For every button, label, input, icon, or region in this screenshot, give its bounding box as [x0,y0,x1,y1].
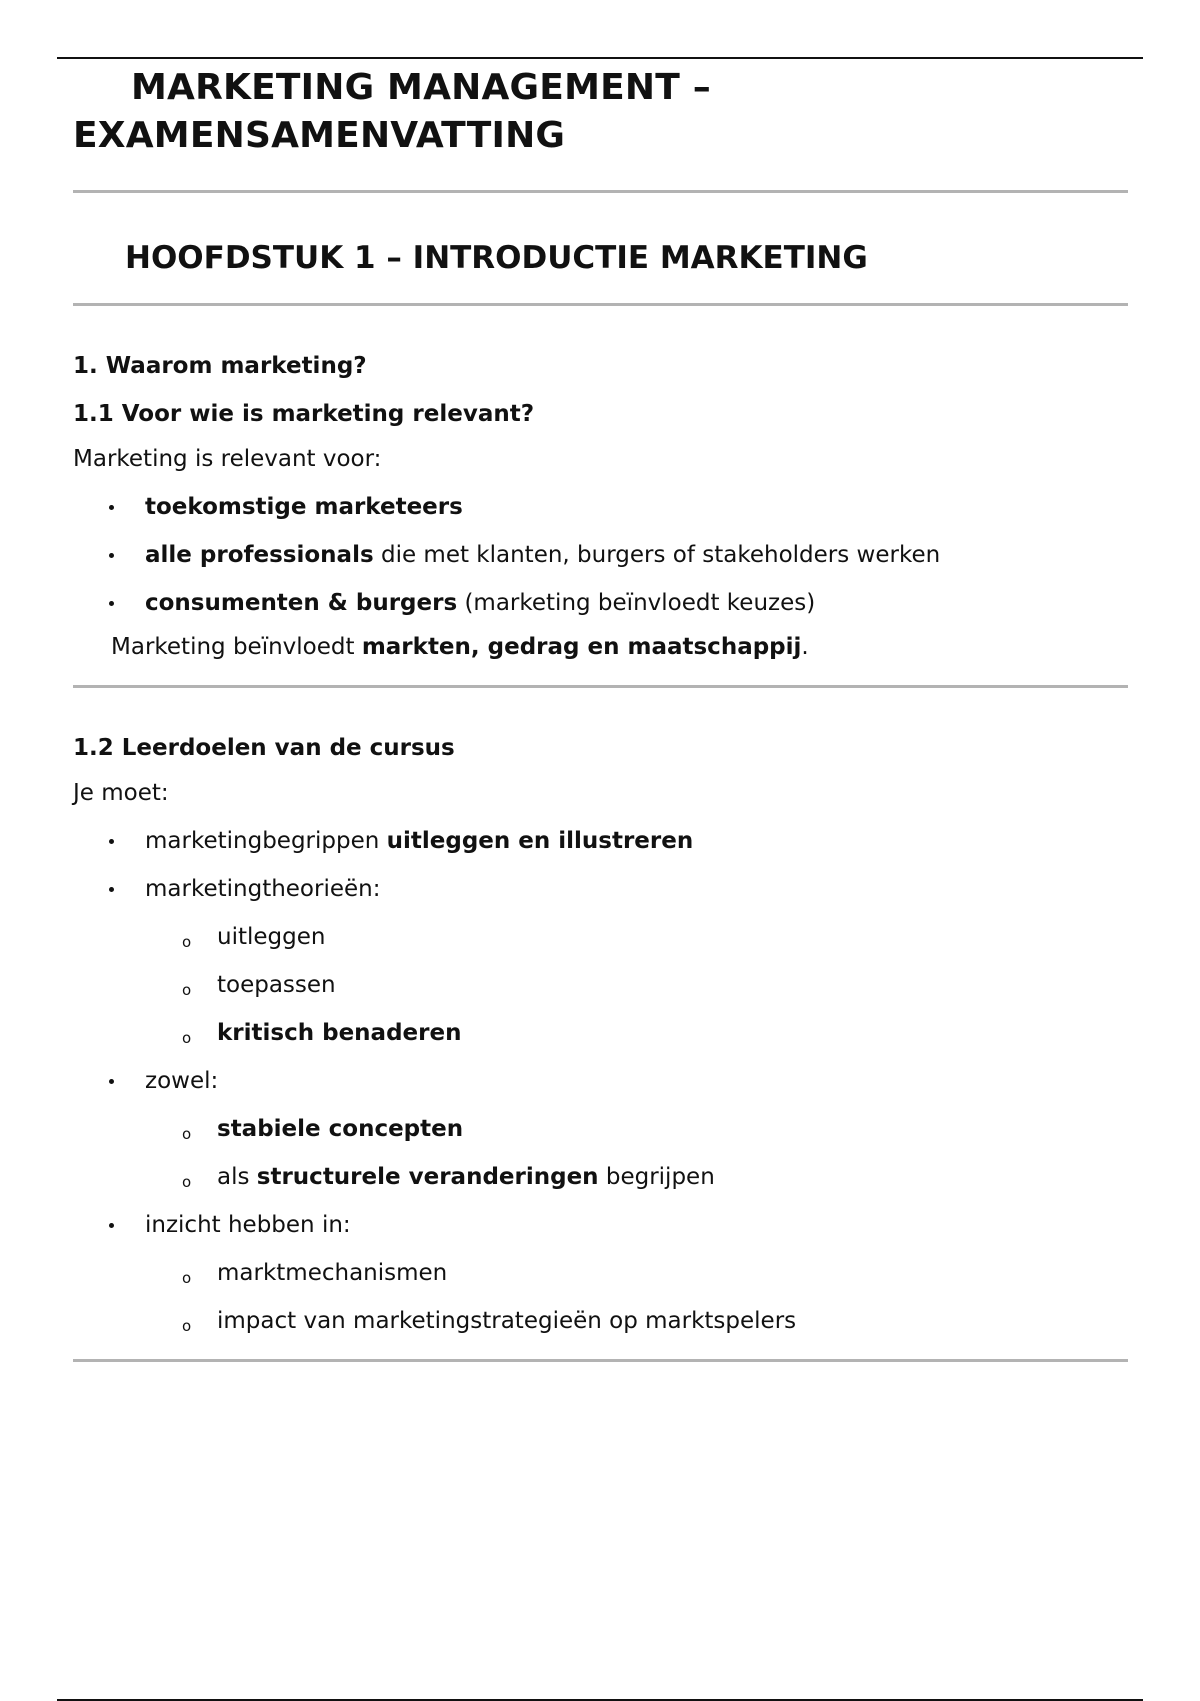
insight-sublist [73,1258,1128,1336]
sublist-item [73,922,1128,952]
subitem-text: als [217,1164,257,1190]
list-item [73,1210,1128,1240]
subitem-bold-text: kritisch benaderen [217,1020,462,1046]
item-text: (marketing beïnvloedt keuzes) [457,590,816,616]
divider [73,190,1128,193]
subitem-text: toepassen [217,972,336,998]
concepts-sublist [73,1114,1128,1192]
sublist-item [73,970,1128,1000]
subitem-text: uitleggen [217,924,326,950]
document-title-line-2: EXAMENSAMENVATTING [73,115,566,156]
list-item [73,1066,1128,1096]
item-bold-text: uitleggen en illustreren [386,828,694,854]
subitem-text: marktmechanismen [217,1260,448,1286]
circle-bullet-icon: o [182,933,192,951]
document-title [73,64,1128,160]
section-heading: 1. Waarom marketing? [73,353,367,379]
divider [73,303,1128,306]
learning-goals-list-end [73,1210,1128,1240]
item-text: inzicht hebben in: [145,1212,351,1238]
sublist-item [73,1306,1128,1336]
item-bold-text: alle professionals [145,542,374,568]
circle-bullet-icon: o [182,1029,192,1047]
intro-text: Marketing is relevant voor: [73,446,382,472]
document-body [73,64,1128,1362]
conclusion-text [111,632,1128,662]
divider [73,685,1128,688]
bullet-icon [109,553,114,558]
bullet-icon [109,1223,114,1228]
item-text: marketingtheorieën: [145,876,381,902]
conclusion-post: . [801,634,809,660]
chapter-title: HOOFDSTUK 1 – INTRODUCTIE MARKETING [125,240,868,276]
circle-bullet-icon: o [182,1269,192,1287]
sublist-item [73,1018,1128,1048]
document-title-line-1: MARKETING MANAGEMENT – [131,67,711,108]
item-text: marketingbegrippen [145,828,387,854]
circle-bullet-icon: o [182,981,192,999]
subitem-text: impact van marketingstrategieën op marktspelers [217,1308,797,1334]
sublist-item [73,1162,1128,1192]
circle-bullet-icon: o [182,1173,192,1191]
subsection-heading: 1.2 Leerdoelen van de cursus [73,735,455,761]
item-bold-text: toekomstige marketeers [145,494,463,520]
bullet-icon [109,601,114,606]
conclusion-pre: Marketing beïnvloedt [111,634,362,660]
relevance-list [73,492,1128,618]
circle-bullet-icon: o [182,1125,192,1143]
subsection-heading: 1.1 Voor wie is marketing relevant? [73,401,535,427]
item-text: die met klanten, burgers of stakeholders werken [373,542,941,568]
bullet-icon [109,839,114,844]
item-text: zowel: [145,1068,219,1094]
page-top-border [57,57,1143,59]
list-item [73,492,1128,522]
subitem-bold-text: stabiele concepten [217,1116,464,1142]
bullet-icon [109,1079,114,1084]
learning-goals-list-continued [73,1066,1128,1096]
list-item [73,874,1128,904]
list-item [73,826,1128,856]
theories-sublist [73,922,1128,1048]
circle-bullet-icon: o [182,1317,192,1335]
subitem-text: begrijpen [598,1164,715,1190]
intro-text: Je moet: [73,780,169,806]
sublist-item [73,1114,1128,1144]
conclusion-bold: markten, gedrag en maatschappij [361,634,802,660]
item-bold-text: consumenten & burgers [145,590,458,616]
divider [73,1359,1128,1362]
sublist-item [73,1258,1128,1288]
bullet-icon [109,505,114,510]
list-item [73,540,1128,570]
list-item [73,588,1128,618]
subitem-bold-text: structurele veranderingen [256,1164,599,1190]
learning-goals-list [73,826,1128,904]
bullet-icon [109,887,114,892]
